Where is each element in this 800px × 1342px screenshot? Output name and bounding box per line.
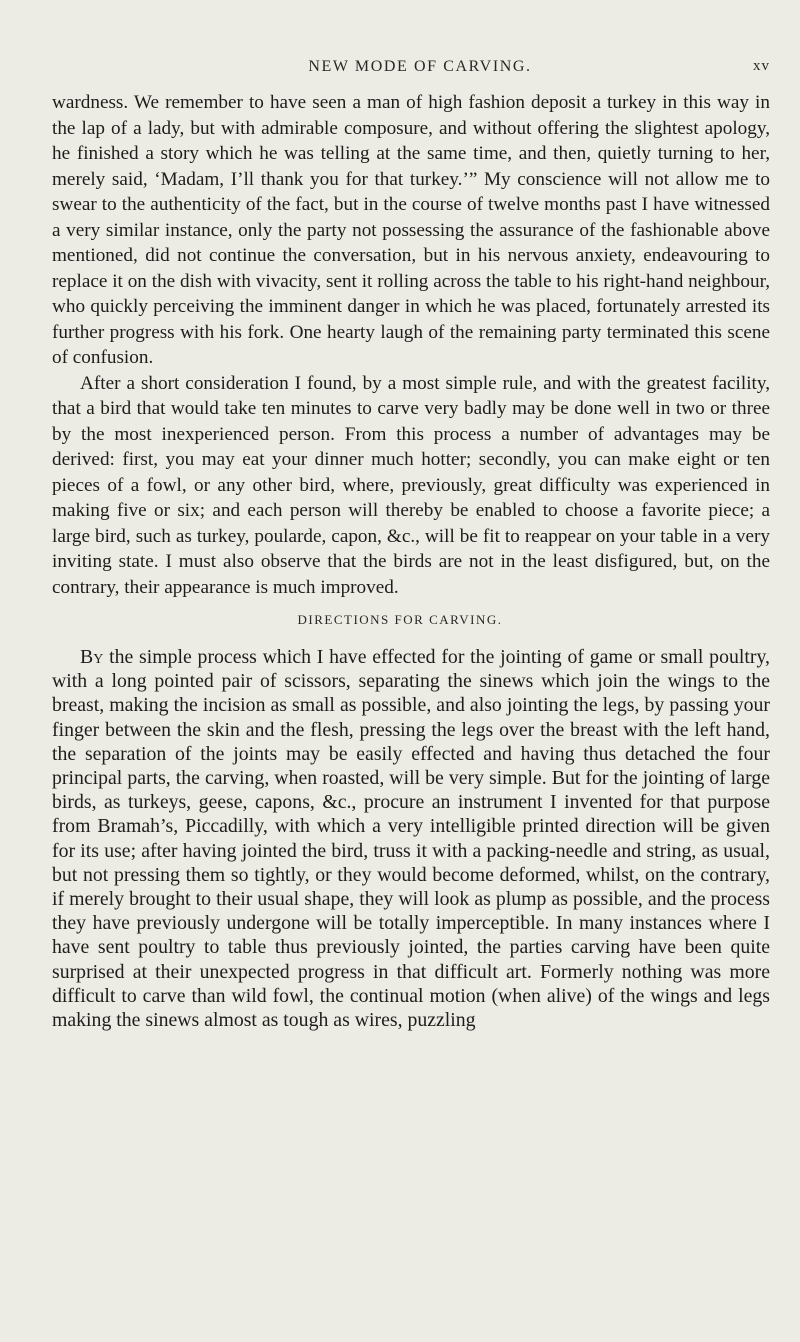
directions-text: [52, 645, 770, 1032]
section-heading: DIRECTIONS FOR CARVING.: [297, 612, 503, 627]
page-number: xv: [753, 58, 770, 74]
directions-paragraph: [52, 645, 770, 1032]
lead-word: By: [80, 646, 104, 668]
body-text: [52, 90, 770, 600]
paragraph-2: After a short consideration I found, by a most simple rule, and with the greatest facility, that a bird that would take ten minutes to carve very badly may be done well in two or three by the most inexperienced person. From this process a number of advantages may be derived: first, you may eat your dinner much hotter; secondly, you can make eight or ten pieces of a fowl, or any other bird, where, previously, great difficulty was experienced in making five or six; and each person will thereby be enabled to choose a favorite piece; a large bird, such as turkey, poularde, capon, &c., will be fit to reappear on your table in a very inviting state. I must also observe that the birds are not in the least disfigured, but, on the contrary, their appearance is much improved.: [52, 372, 770, 598]
directions-body: the simple process which I have effected for the jointing of game or small poultry, with a long pointed pair of scissors, separating the sinews which join the wings to the breast, making the incision as small as possible, and also jointing the legs, by passing your finger between the skin and the flesh, pressing the legs over the breast with the left hand, the separation of the joints may be easily effected and having thus detached the four principal parts, the carving, when roasted, will be very simple. But for the jointing of large birds, as turkeys, geese, capons, &c., procure an instrument I invented for that purpose from Bramah’s, Piccadilly, with which a very intelligible printed direction will be given for its use; after having jointed the bird, truss it with a packing-needle and string, as usual, but not pressing them so tightly, or they would become deformed, whilst, on the contrary, if merely brought to their usual shape, they will look as plump as possible, and the process they have previously undergone will be totally imperceptible. In many instances where I have sent poultry to table thus previously jointed, the parties carving have been quite surprised at their unexpected progress in that difficult art. Formerly nothing was more difficult to carve than wild fowl, the continual motion (when alive) of the wings and legs making the sinews almost as tough as wires, puzzling: [52, 646, 770, 1032]
paragraph-1: wardness. We remember to have seen a man of high fashion deposit a turkey in this way in the lap of a lady, but with admirable composure, and without offering the slightest apology, he finished a story which he was telling at the same time, and then, quietly turning to her, merely said, ‘Madam, I’ll thank you for that turkey.’” My conscience will not allow me to swear to the authenticity of the fact, but in the course of twelve months past I have witnessed a very similar instance, only the party not possessing the assurance of the fashionable above mentioned, did not continue the conversation, but in his nervous anxiety, endeavouring to replace it on the dish with vivacity, sent it rolling across the table to his right-hand neighbour, who quickly perceiving the imminent danger in which he was placed, fortunately arrested its further progress with his fork. One hearty laugh of the remaining party terminated this scene of confusion.: [52, 92, 770, 368]
running-title: NEW MODE OF CARVING.: [308, 58, 532, 75]
running-head: [70, 58, 770, 82]
